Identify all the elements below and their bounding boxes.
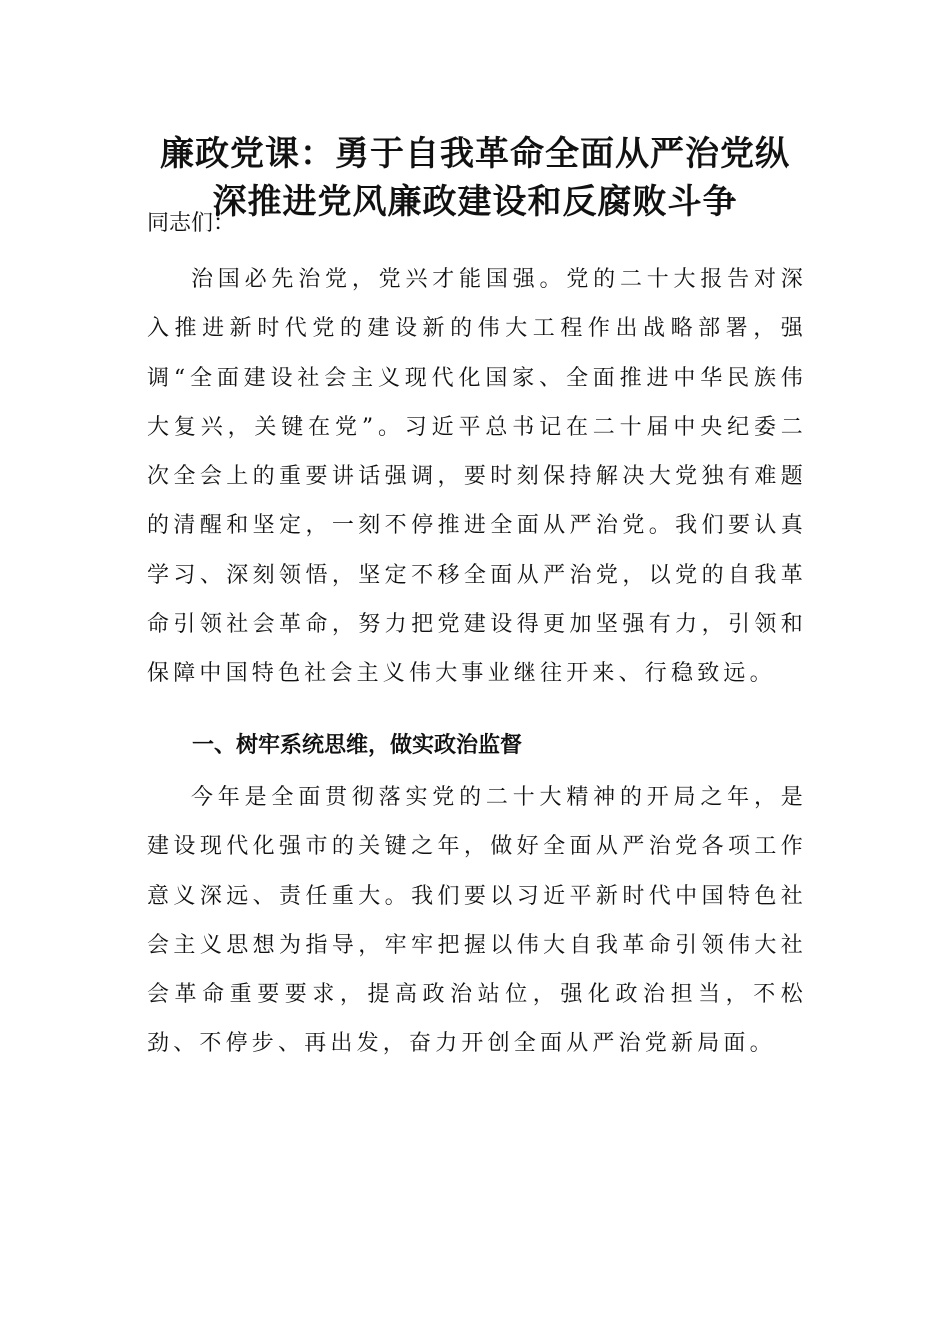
document-title-line-2: 深推进党风廉政建设和反腐败斗争 xyxy=(212,182,738,222)
document-title-line-1: 廉政党课：勇于自我革命全面从严治党纵 xyxy=(160,134,790,174)
salutation: 同志们： xyxy=(147,211,236,236)
body-paragraph-2: 今年是全面贯彻落实党的二十大精神的开局之年，是建设现代化强市的关键之年，做好全面从严治党各项工作意义深远、责任重大。我们要以习近平新时代中国特色社会主义思想为指导，牢牢把握以伟大自我革命引领伟大社会革命重要要求，提高政治站位，强化政治担当，不松劲、不停步、再出发，奋力开创全面从严治党新局面。 xyxy=(147,785,807,1057)
section-heading-1: 一、树牢系统思维，做实政治监督 xyxy=(192,733,523,758)
body-paragraph-1: 治国必先治党，党兴才能国强。党的二十大报告对深入推进新时代党的建设新的伟大工程作出战略部署，强调“全面建设社会主义现代化国家、全面推进中华民族伟大复兴，关键在党”。习近平总书记在二十届中央纪委二次全会上的重要讲话强调，要时刻保持解决大党独有难题的清醒和坚定，一刻不停推进全面从严治党。我们要认真学习、深刻领悟，坚定不移全面从严治党，以党的自我革命引领社会革命，努力把党建设得更加坚强有力，引领和保障中国特色社会主义伟大事业继往开来、行稳致远。 xyxy=(147,267,807,687)
